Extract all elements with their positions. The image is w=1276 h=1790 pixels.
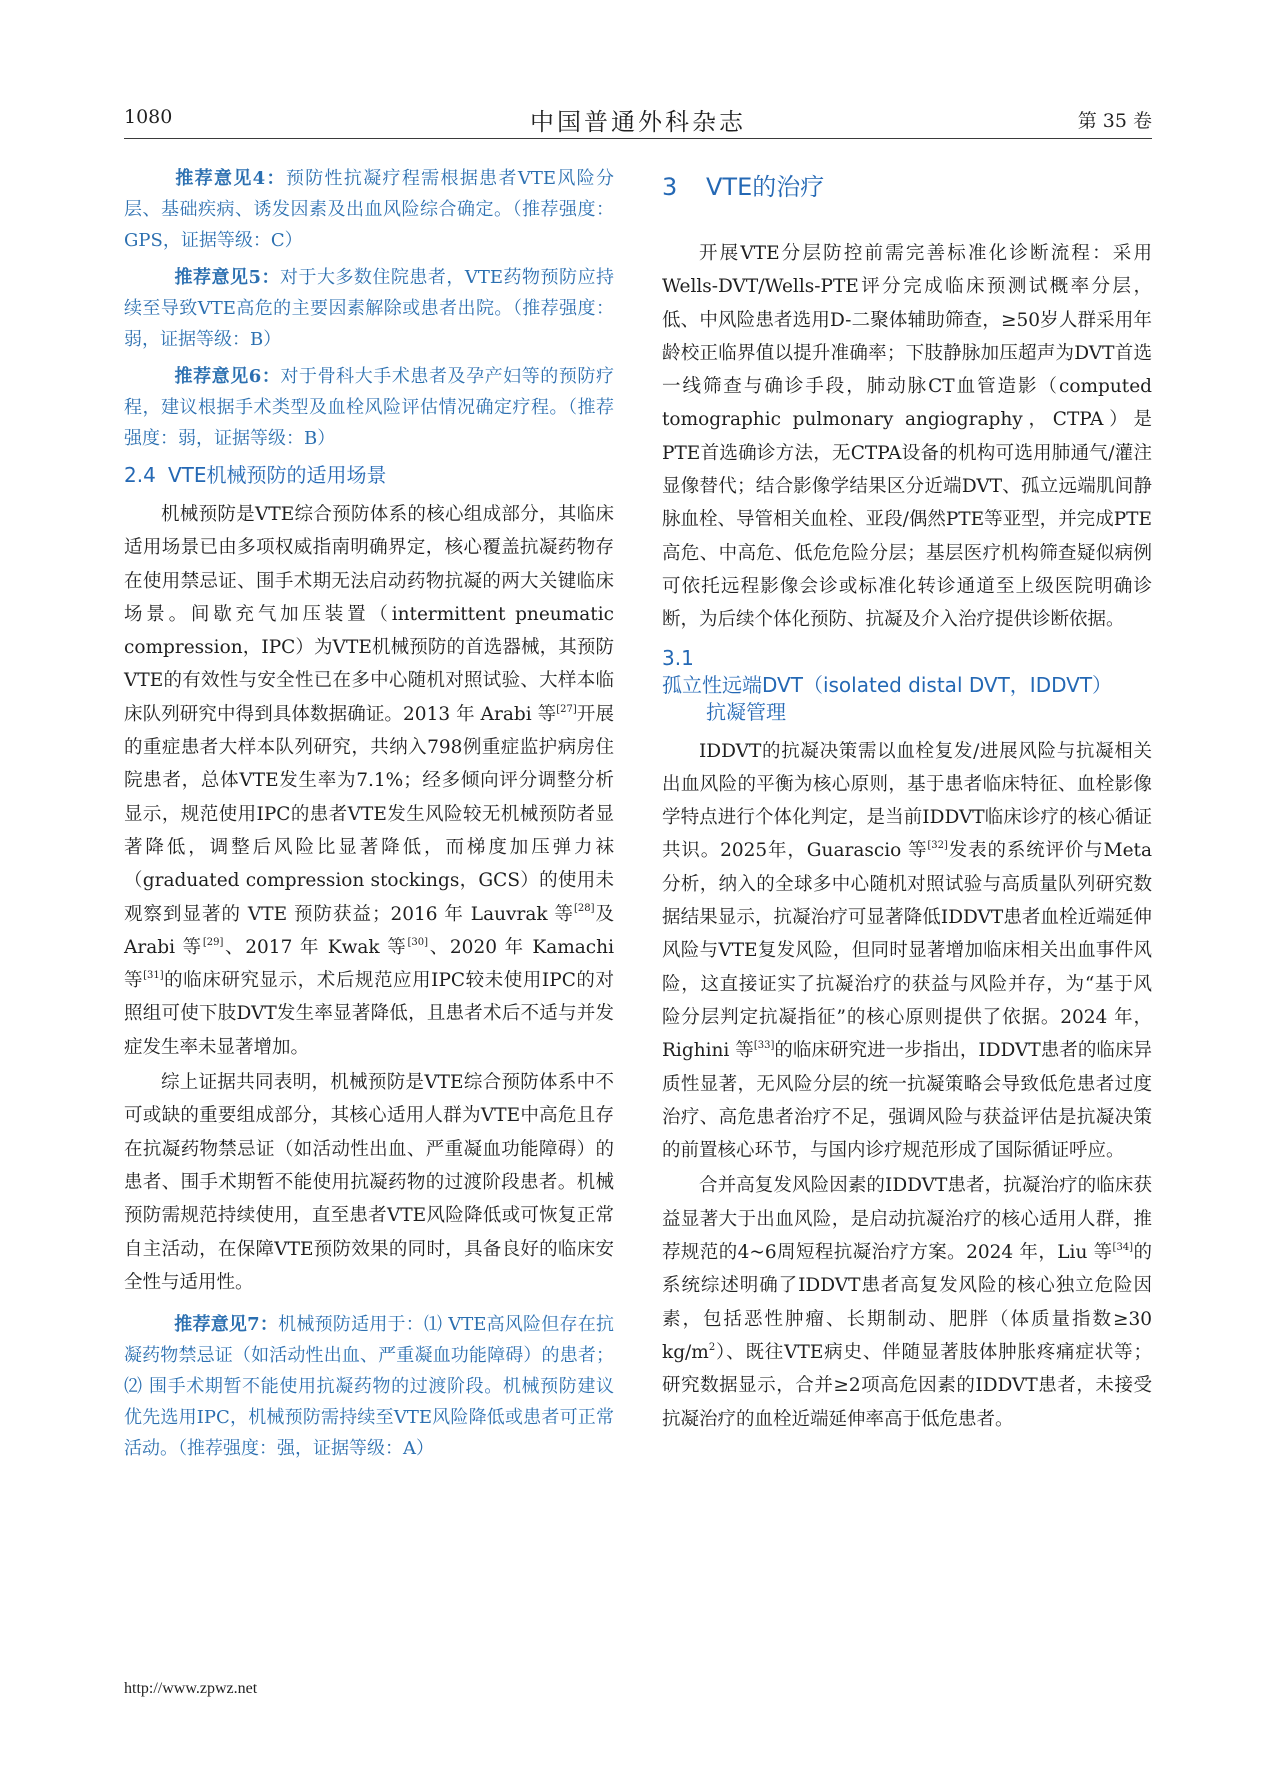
section-3-heading: 3 VTE的治疗 xyxy=(662,173,825,201)
citation-27: [27] xyxy=(556,703,577,715)
recommendation-4: 推荐意见4：预防性抗凝疗程需根据患者VTE风险分层、基础疾病、诱发因素及出血风险综合确定。（推荐强度：GPS，证据等级：C） xyxy=(124,168,614,251)
paragraph-diagnosis-workflow: 开展VTE分层防控前需完善标准化诊断流程：采用Wells-DVT/Wells-PTE评分完成临床预测试概率分层，低、中风险患者选用D-二聚体辅助筛查，≥50岁人群采用年龄校正临界值以提升准确率；下肢静脉加压超声为DVT首选一线筛查与确诊手段，肺动脉CT血管造影（computed tomographic pulmonary angiography，CTPA）是PTE首选确诊方法，无CTPA设备的机构可选用肺通气/灌注显像替代；结合影像学结果区分近端DVT、孤立远端肌间静脉血栓、导管相关血栓、亚段/偶然PTE等亚型，并完成PTE高危、中高危、低危危险分层；基层医疗机构筛查疑似病例可依托远程影像会诊或标准化转诊通道至上级医院明确诊断，为后续个体化预防、抗凝及介入治疗提供诊断依据。 xyxy=(662,243,1152,631)
page-header xyxy=(124,106,1152,138)
section-3-1-heading: 3.1孤立性远端DVT（isolated distal DVT，IDDVT） 抗凝管理 xyxy=(662,645,1113,724)
left-column xyxy=(124,163,614,1470)
citation-28: [28] xyxy=(573,903,595,915)
paragraph-high-risk-factors: 合并高复发风险因素的IDDVT患者，抗凝治疗的临床获益显著大于出血风险，是启动抗凝治疗的核心适用人群，推荐规范的4~6周短程抗凝治疗方案。2024 年，Liu 等[34]的系统综述明确了IDDVT患者高复发风险的核心独立危险因素，包括恶性肿瘤、长期制动、肥胖（体质量指数≥30 $kg/m^2$）、既往VTE病史、伴随显著肢体肿胀疼痛症状等；研究数据显示，合并≥2项高危因素的IDDVT患者，未接受抗凝治疗的血栓近端延伸率高于低危患者。 xyxy=(662,1175,1152,1430)
recommendation-5: 推荐意见5：对于大多数住院患者，VTE药物预防应持续至导致VTE高危的主要因素解除或患者出院。（推荐强度：弱，证据等级：B） xyxy=(124,267,614,350)
journal-title: 中国普通外科杂志 xyxy=(530,108,746,136)
superscript-2: 2 xyxy=(708,1341,716,1353)
citation-33: [33] xyxy=(753,1040,775,1052)
paragraph-mechanical-prophylaxis: 机械预防是VTE综合预防体系的核心组成部分，其临床适用场景已由多项权威指南明确界定，核心覆盖抗凝药物存在使用禁忌证、围手术期无法启动药物抗凝的两大关键临床场景。间歇充气加压装置（intermittent pneumatic compression，IPC）为VTE机械预防的首选器械，其预防VTE的有效性与安全性已在多中心随机对照试验、大样本临床队列研究中得到具体数据确证。2013 年 Arabi 等[27]开展的重症患者大样本队列研究，共纳入798例重症监护病房住院患者，总体VTE发生率为7.1%；经多倾向评分调整分析显示，规范使用IPC的患者VTE发生风险较无机械预防者显著降低，调整后风险比显著降低，而梯度加压弹力袜（graduated compression stockings，GCS）的使用未观察到显著的 VTE 预防获益；2016 年 Lauvrak 等[28]及 Arabi 等[29]、2017 年 Kwak 等[30]、2020 年 Kamachi 等[31]的临床研究显示，术后规范应用IPC较未使用IPC的对照组可使下肢DVT发生率显著降低，且患者术后不适与并发症发生率未显著增加。 xyxy=(124,504,615,1058)
recommendation-7: 推荐意见7：机械预防适用于：⑴ VTE高风险但存在抗凝药物禁忌证（如活动性出血、严重凝血功能障碍）的患者；⑵ 围手术期暂不能使用抗凝药物的过渡阶段。机械预防建议优先选用IPC，机械预防需持续至VTE风险降低或患者可正常活动。（推荐强度：强，证据等级：A） xyxy=(124,1314,614,1460)
paragraph-summary: 综上证据共同表明，机械预防是VTE综合预防体系中不可或缺的重要组成部分，其核心适用人群为VTE中高危且存在抗凝药物禁忌证（如活动性出血、严重凝血功能障碍）的患者、围手术期暂不能使用抗凝药物的过渡阶段患者。机械预防需规范持续使用，直至患者VTE风险降低或可恢复正常自主活动，在保障VTE预防效果的同时，具备良好的临床安全性与适用性。 xyxy=(124,1072,614,1293)
citation-31: [31] xyxy=(143,970,164,981)
citation-29: [29] xyxy=(202,936,224,948)
recommendation-6: 推荐意见6：对于骨科大手术患者及孕产妇等的预防疗程，建议根据手术类型及血栓风险评估情况确定疗程。（推荐强度：弱，证据等级：B） xyxy=(124,366,614,449)
footer-url: http://www.zpwz.net xyxy=(124,1680,258,1697)
citation-34: [34] xyxy=(1112,1241,1134,1253)
citation-30: [30] xyxy=(407,936,428,948)
page-number: 1080 xyxy=(124,106,173,128)
citation-32: [32] xyxy=(927,840,948,852)
header-rule xyxy=(124,138,1152,139)
right-column xyxy=(662,163,1152,1438)
paragraph-iddvt-decision: IDDVT的抗凝决策需以血栓复发/进展风险与抗凝相关出血风险的平衡为核心原则，基于患者临床特征、血栓影像学特点进行个体化判定，是当前IDDVT临床诊疗的核心循证共识。2025年，Guarascio 等[32]发表的系统评价与Meta分析，纳入的全球多中心随机对照试验与高质量队列研究数据结果显示，抗凝治疗可显著降低IDDVT患者血栓近端延伸风险与VTE复发风险，但同时显著增加临床相关出血事件风险，这直接证实了抗凝治疗的获益与风险并存，为“基于风险分层判定抗凝指征”的核心原则提供了依据。2024 年，Righini 等[33]的临床研究进一步指出，IDDVT患者的临床异质性显著，无风险分层的统一抗凝策略会导致低危患者过度治疗、高危患者治疗不足，强调风险与获益评估是抗凝决策的前置核心环节，与国内诊疗规范形成了国际循证呼应。 xyxy=(662,740,1152,1162)
volume-label: 第 35 卷 xyxy=(1077,110,1152,132)
section-2-4-heading: 2.4 VTE机械预防的适用场景 xyxy=(124,463,387,487)
